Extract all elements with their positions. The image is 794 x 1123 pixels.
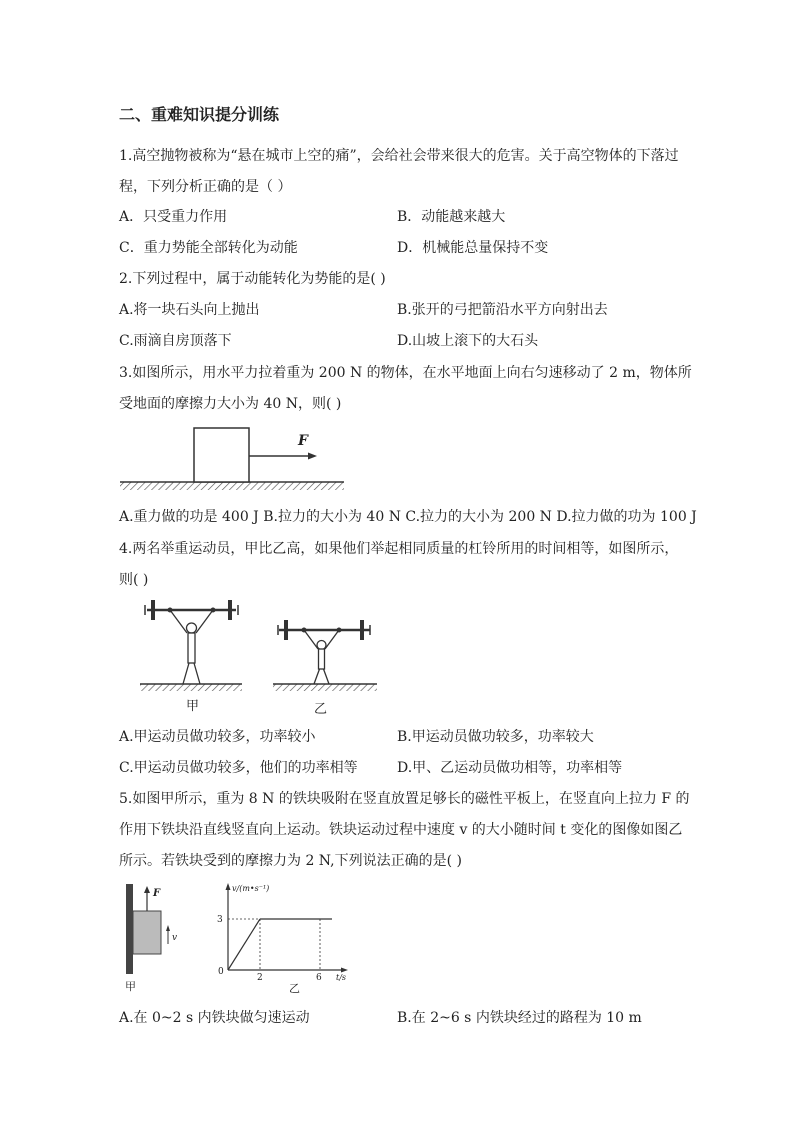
lifter-yi: [273, 620, 377, 691]
q2-option-b: B.张开的弓把箭沿水平方向射出去: [397, 302, 608, 318]
caption-jia: 甲: [125, 980, 136, 993]
velocity-arrowhead: [166, 925, 170, 931]
caption-yi: 乙: [289, 982, 300, 995]
y-tick-3: 3: [217, 915, 223, 925]
label-yi: 乙: [314, 702, 328, 717]
x-axis-arrowhead: [341, 968, 348, 973]
q1-option-b: B．动能越来越大: [397, 209, 506, 225]
q3-options: A.重力做的功是 400 J B.拉力的大小为 40 N C.拉力的大小为 200 N D.拉力做的功为 100 J: [119, 509, 697, 525]
q4-figure: [138, 595, 388, 720]
label-jia: 甲: [186, 699, 200, 714]
q3-stem-line1: 3.如图所示，用水平力拉着重为 200 N 的物体，在水平地面上向右匀速移动了 2 m，物体所: [119, 365, 692, 381]
x-axis-label: t/s: [336, 973, 347, 982]
q1-stem-line2: 程，下列分析正确的是（ ）: [119, 179, 292, 195]
q5-option-a: A.在 0~2 s 内铁块做匀速运动: [119, 1010, 310, 1026]
force-label: F: [298, 433, 308, 449]
y-axis-arrowhead: [226, 883, 231, 890]
ground-hatch: [120, 482, 344, 490]
x-tick-2: 2: [257, 973, 263, 983]
q2-option-d: D.山坡上滚下的大石头: [397, 333, 539, 349]
magnetic-board: [126, 884, 133, 974]
q1-option-c: C．重力势能全部转化为动能: [119, 240, 298, 256]
block: [194, 428, 249, 482]
q5-figure-jia: [118, 880, 178, 995]
q1-option-d: D．机械能总量保持不变: [397, 240, 549, 256]
iron-block: [133, 911, 161, 954]
q3-stem-line2: 受地面的摩擦力大小为 40 N，则( ): [119, 396, 342, 412]
q5-stem-line3: 所示。若铁块受到的摩擦力为 2 N,下列说法正确的是( ): [119, 853, 462, 869]
q2-option-a: A.将一块石头向上抛出: [119, 302, 260, 318]
q1-option-a: A．只受重力作用: [119, 209, 228, 225]
x-tick-6: 6: [316, 973, 322, 983]
q5-option-b: B.在 2~6 s 内铁块经过的路程为 10 m: [397, 1010, 642, 1026]
q4-option-a: A.甲运动员做功较多，功率较小: [119, 729, 316, 745]
q2-stem: 2.下列过程中，属于动能转化为势能的是( ): [119, 271, 386, 287]
q5-stem-line2: 作用下铁块沿直线竖直向上运动。铁块运动过程中速度 v 的大小随时间 t 变化的图像如图乙: [119, 822, 683, 838]
y-axis-label: v/(m•s⁻¹): [232, 884, 270, 893]
q2-option-c: C.雨滴自房顶落下: [119, 333, 232, 349]
q4-stem-line2: 则( ): [119, 572, 149, 588]
q4-option-c: C.甲运动员做功较多，他们的功率相等: [119, 760, 358, 776]
q3-figure: [118, 424, 348, 496]
q5-stem-line1: 5.如图甲所示，重为 8 N 的铁块吸附在竖直放置足够长的磁性平板上，在竖直向上拉力 F 的: [119, 791, 690, 807]
q5-figure-yi: [210, 880, 355, 995]
force-label: F: [153, 888, 161, 899]
section-title: 二、重难知识提分训练: [119, 105, 280, 124]
q4-stem-line1: 4.两名举重运动员，甲比乙高，如果他们举起相同质量的杠铃所用的时间相等，如图所示，: [119, 541, 679, 557]
origin-label: 0: [218, 967, 224, 977]
q1-stem-line1: 1.高空抛物被称为“悬在城市上空的痛”，会给社会带来很大的危害。关于高空物体的下落过: [119, 148, 679, 164]
q4-option-b: B.甲运动员做功较多，功率较大: [397, 729, 594, 745]
force-arrowhead: [144, 886, 150, 893]
lifter-jia: [140, 600, 242, 691]
force-arrowhead: [308, 453, 317, 460]
segment-accelerate: [228, 919, 260, 970]
velocity-label: v: [172, 933, 178, 943]
q4-option-d: D.甲、乙运动员做功相等，功率相等: [397, 760, 623, 776]
